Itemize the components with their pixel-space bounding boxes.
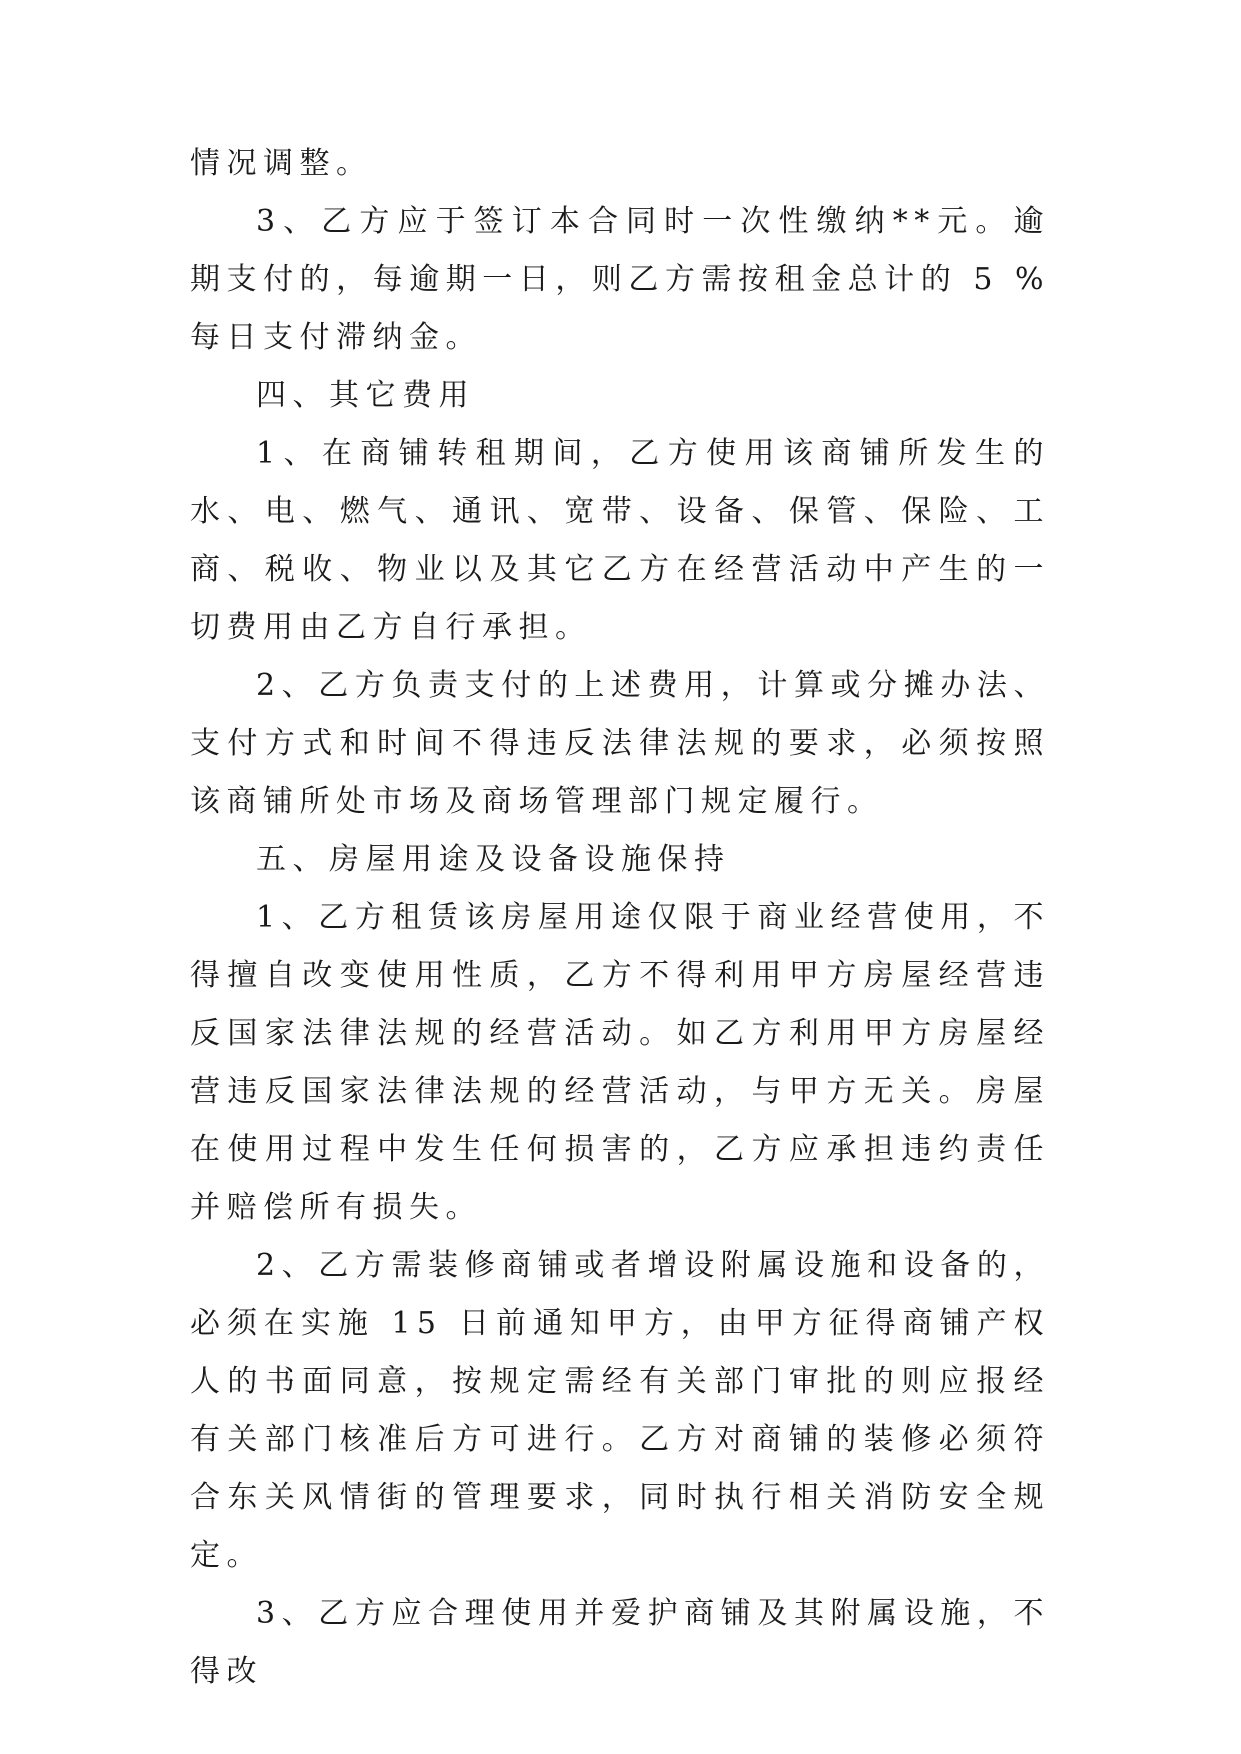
section-heading-other-fees: 四、其它费用 (256, 378, 475, 413)
paragraph-clause-3-care: 3、乙方应合理使用并爱护商铺及其附属设施，不得改 (190, 1596, 1050, 1689)
paragraph-clause-1-usage: 1、乙方租赁该房屋用途仅限于商业经营使用，不得擅自改变使用性质，乙方不得利用甲方房屋经营违反国家法律法规的经营活动。如乙方利用甲方房屋经营违反国家法律法规的经营活动，与甲方无关。房屋在使用过程中发生任何损害的，乙方应承担违约责任并赔偿所有损失。 (190, 900, 1050, 1225)
paragraph-clause-3-payment: 3、乙方应于签订本合同时一次性缴纳**元。逾期支付的，每逾期一日，则乙方需按租金总计的 5 %每日支付滞纳金。 (190, 204, 1050, 355)
paragraph-continuation: 情况调整。 (190, 146, 373, 181)
paragraph-clause-1-fees: 1、在商铺转租期间，乙方使用该商铺所发生的水、电、燃气、通讯、宽带、设备、保管、保险、工商、税收、物业以及其它乙方在经营活动中产生的一切费用由乙方自行承担。 (190, 436, 1050, 645)
section-heading-usage: 五、房屋用途及设备设施保持 (256, 842, 731, 877)
document-page (190, 135, 1050, 1701)
paragraph-clause-2-fees: 2、乙方负责支付的上述费用，计算或分摊办法、支付方式和时间不得违反法律法规的要求，必须按照该商铺所处市场及商场管理部门规定履行。 (190, 668, 1050, 819)
paragraph-clause-2-renovation: 2、乙方需装修商铺或者增设附属设施和设备的，必须在实施 15 日前通知甲方，由甲方征得商铺产权人的书面同意，按规定需经有关部门审批的则应报经有关部门核准后方可进行。乙方对商铺的装修必须符合东关风情街的管理要求，同时执行相关消防安全规定。 (190, 1248, 1050, 1573)
